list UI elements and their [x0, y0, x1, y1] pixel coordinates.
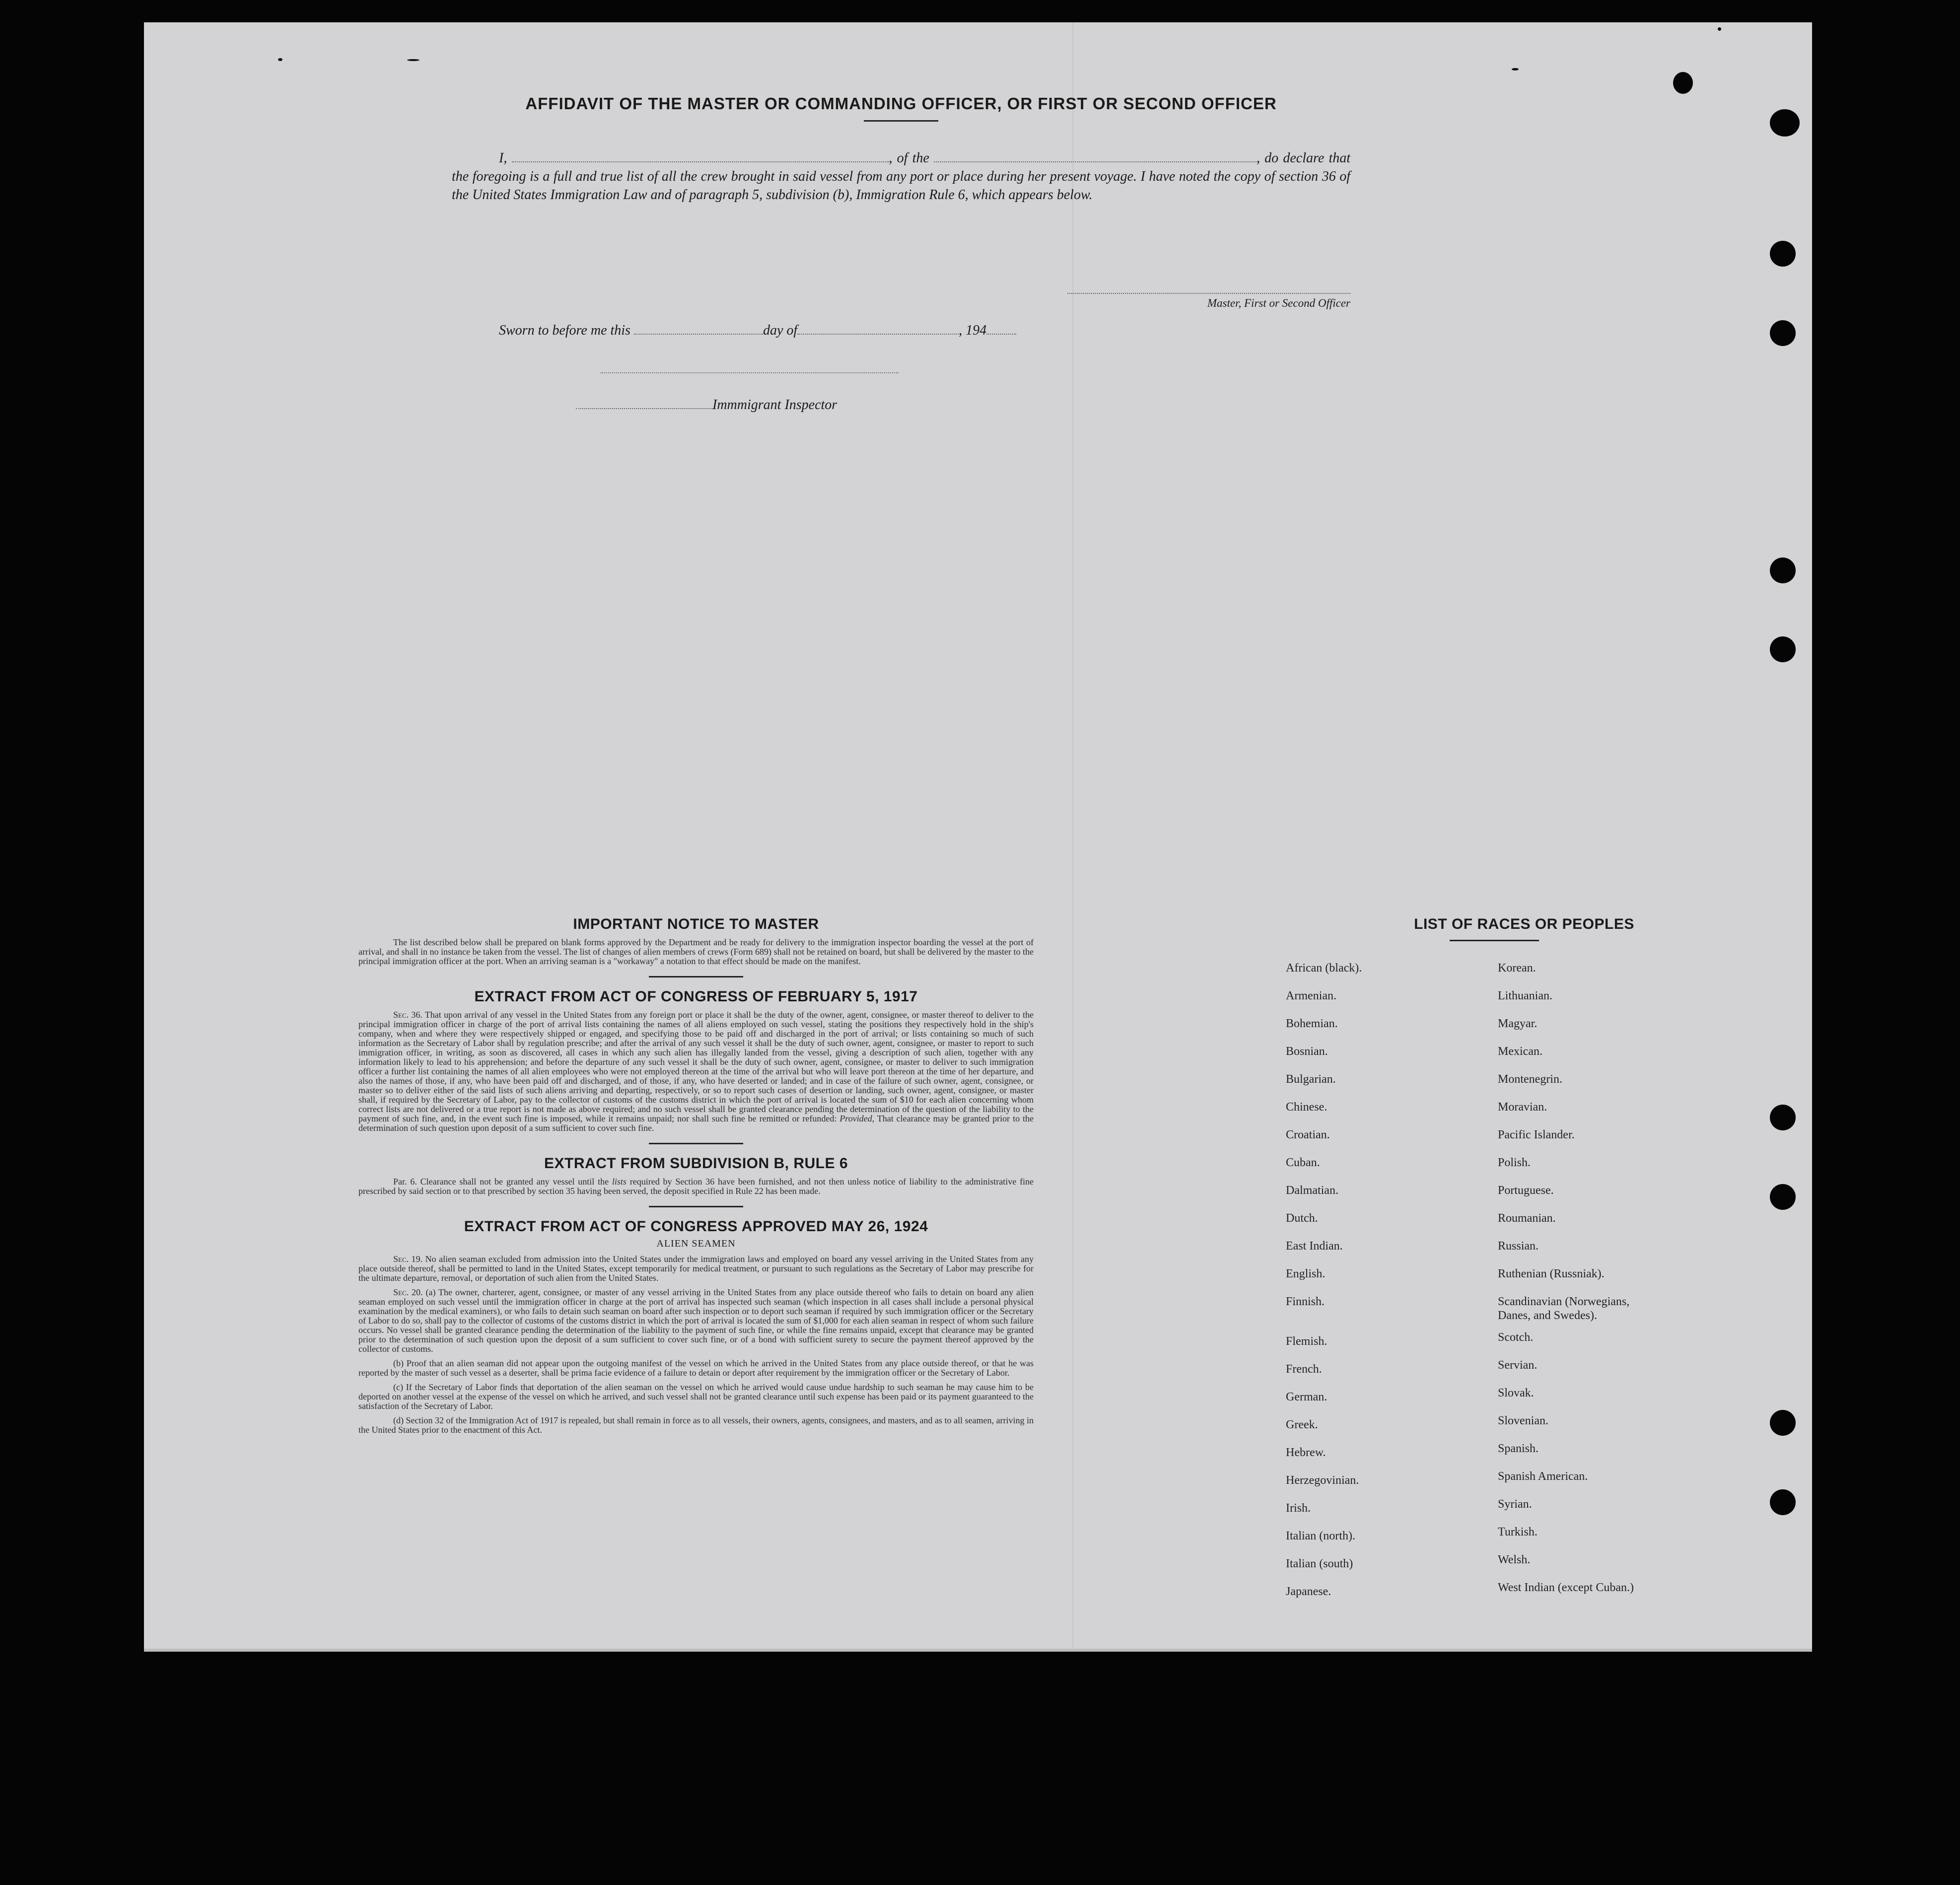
extract-1924-title: EXTRACT FROM ACT OF CONGRESS APPROVED MAY 26, 1924 [464, 1218, 928, 1235]
master-signature-block [1067, 293, 1350, 310]
sworn-year-field[interactable] [986, 325, 1016, 335]
race-item: Italian (south) [1286, 1557, 1353, 1570]
race-item: West Indian (except Cuban.) [1498, 1581, 1634, 1594]
race-item: Flemish. [1286, 1335, 1328, 1348]
race-item: Spanish. [1498, 1442, 1539, 1455]
race-item: Irish. [1286, 1502, 1311, 1515]
punch-hole [1770, 320, 1796, 346]
extract-rule6-text [358, 1177, 1034, 1196]
race-item: Bosnian. [1286, 1045, 1328, 1058]
punch-hole [1770, 1489, 1796, 1515]
affidavit-section [452, 94, 1350, 413]
declaration-paragraph [452, 149, 1350, 204]
race-item: Montenegrin. [1498, 1073, 1562, 1086]
race-item: Herzegovinian. [1286, 1474, 1359, 1487]
ink-speck [1718, 27, 1721, 31]
race-item: Finnish. [1286, 1295, 1325, 1308]
of-the-label: , of the [889, 150, 929, 166]
proviso-label: Provided, [840, 1114, 875, 1123]
race-item: Italian (north). [1286, 1530, 1355, 1542]
races-right-column [1498, 961, 1706, 1608]
section-separator [649, 1143, 743, 1144]
sec-19-body: No alien seaman excluded from admission into the United States under the immigration laws and employed on board any vessel arriving in the United States from any place outside thereof, shall be permitted to land in the United States, except temporarily for medical treatment, or pursuant to such regulations as the Secretary of Labor may prescribe for the ultimate departure, removal, or deportation of such alien from the United States. [358, 1254, 1034, 1283]
sworn-month-field[interactable] [797, 325, 959, 335]
race-item: Mexican. [1498, 1045, 1542, 1058]
affidavit-title: AFFIDAVIT OF THE MASTER OR COMMANDING OFFICER, OR FIRST OR SECOND OFFICER [525, 94, 1277, 113]
title-rule [1450, 940, 1539, 941]
race-item: Portuguese. [1498, 1184, 1554, 1197]
race-item: Turkish. [1498, 1526, 1538, 1538]
punch-hole [1770, 1410, 1796, 1436]
inspector-line [576, 397, 837, 413]
name-blank-field[interactable] [512, 152, 889, 162]
notice-column [358, 916, 1034, 1435]
sec-20b-text: (b) Proof that an alien seaman did not appear upon the outgoing manifest of the vessel on which he arrived in the United States from any place outside thereof, or that he was reported by the master of such vessel as a deserter, shall be prima facie evidence of a failure to detain or deport after requirement by the immigration officer or the Secretary of Labor. [358, 1358, 1034, 1378]
master-signature-field[interactable] [1067, 293, 1350, 294]
sworn-label: Sworn to before me this [499, 323, 630, 338]
day-of-label: day of [763, 323, 798, 338]
ink-speck [278, 58, 282, 61]
title-rule [864, 120, 938, 122]
do-declare-label: , do declare [1257, 150, 1325, 166]
race-item: Pacific Islander. [1498, 1128, 1575, 1141]
races-left-column [1286, 961, 1494, 1612]
race-item: Slovenian. [1498, 1414, 1548, 1427]
race-item: Lithuanian. [1498, 989, 1552, 1002]
race-item: French. [1286, 1363, 1322, 1376]
year-label: , 194 [959, 323, 987, 338]
race-item: Scotch. [1498, 1331, 1534, 1344]
of-the-blank-field[interactable] [934, 152, 1257, 162]
page-edge [144, 1649, 1812, 1652]
inspector-signature-field[interactable] [601, 372, 899, 373]
race-item: Ruthenian (Russniak). [1498, 1267, 1605, 1280]
race-item: Magyar. [1498, 1017, 1538, 1030]
race-item: Cuban. [1286, 1156, 1320, 1169]
extract-1917-text [358, 1010, 1034, 1133]
race-item: Dutch. [1286, 1212, 1318, 1225]
extract-rule6-title: EXTRACT FROM SUBDIVISION B, RULE 6 [544, 1155, 848, 1172]
rule6-text-after: required by Section 36 have been furnished, and not then unless notice of liability to the administrative fine prescribed by said section or to that prescribed by section 35 having been served, the deposit specified in Rule 22 has been made. [358, 1177, 1034, 1196]
sec-20a-body: (a) The owner, charterer, agent, consignee, or master of any vessel arriving in the United States from any place outside thereof who fails to detain on board any alien seaman employed on such vessel until the immigration officer in charge at the port of arrival has inspected such seaman (which inspection in all cases shall include a personal physical examination by the medical examiners), or who fails to detain such seaman on board after such inspection or to deport such seaman if required by such immigration officer or the Secretary of Labor to do so, shall pay to the collector of customs of the customs district in which the port of arrival is located the sum of $1,000 for each alien seaman in respect of whom such failure occurs. No vessel shall be granted clearance pending the determination of the liability to the payment of such fine, or while the fine remains unpaid, except that clearance may be granted prior to the determination of such question upon the deposit of a sum sufficient to cover such fine, or of a bond with sufficient surety to secure the payment thereof approved by the collector of customs. [358, 1287, 1034, 1354]
race-item: English. [1286, 1267, 1326, 1280]
punch-hole [1770, 241, 1796, 267]
notice-text: The list described below shall be prepared on blank forms approved by the Department and be ready for delivery to the immigration inspector boarding the vessel at the port of arrival, and shall in no instance be taken from the vessel. The list of changes of alien members of crews (Form 689) shall not be retained on board, but shall be delivered by the master to the principal immigration officer at the port. When an arriving seaman is a "workaway" a notation to that effect should be made on the manifest. [358, 937, 1034, 966]
extract-1917-title: EXTRACT FROM ACT OF CONGRESS OF FEBRUARY 5, 1917 [474, 988, 918, 1005]
i-label: I, [499, 150, 507, 166]
race-item: Servian. [1498, 1359, 1538, 1372]
sworn-line [499, 323, 1016, 339]
race-item: Roumanian. [1498, 1212, 1556, 1225]
race-item: Spanish American. [1498, 1470, 1588, 1483]
proviso-text: That clearance may be granted prior to the determination of such question upon deposit of a sum sufficient to cover such fine. [358, 1114, 1034, 1133]
sec-20c-text: (c) If the Secretary of Labor finds that deportation of the alien seaman on the vessel on which he arrived would cause undue hardship to such seaman he may cause him to be deported on another vessel at the expense of the vessel on which he arrived, and such vessel shall not be granted clearance until such expense has been paid or its payment guaranteed to the satisfaction of the Secretary of Labor. [358, 1382, 1034, 1411]
notice-title: IMPORTANT NOTICE TO MASTER [573, 916, 819, 932]
race-item: East Indian. [1286, 1240, 1343, 1253]
sworn-day-field[interactable] [634, 325, 763, 335]
inspector-name-field[interactable] [576, 399, 712, 409]
declaration-text: that the foregoing is a full and true list of all the crew brought in said vessel from any port or place during her present voyage. I have noted the copy of section 36 of the United States Immigration Law and of paragraph 5, subdivision (b), Immigration Rule 6, which appears below. [452, 150, 1350, 203]
ink-speck [407, 59, 420, 61]
master-signature-label: Master, First or Second Officer [1207, 297, 1350, 309]
race-item: Korean. [1498, 962, 1536, 975]
race-item: Croatian. [1286, 1128, 1330, 1141]
race-item: African (black). [1286, 962, 1362, 975]
document-page [144, 22, 1812, 1652]
race-item: Polish. [1498, 1156, 1531, 1169]
race-item: Dalmatian. [1286, 1184, 1338, 1197]
races-list-section [1281, 916, 1728, 1598]
race-item: Welsh. [1498, 1553, 1531, 1566]
punch-hole [1770, 1105, 1796, 1130]
sec-20-label: Sec. 20. [393, 1287, 423, 1297]
sec-20a-text [358, 1288, 1034, 1354]
race-item: Hebrew. [1286, 1446, 1326, 1459]
rule6-lists-word: lists [612, 1177, 627, 1187]
race-item: Bulgarian. [1286, 1073, 1336, 1086]
section-separator [649, 976, 743, 977]
race-item: Russian. [1498, 1240, 1539, 1253]
race-item: Slovak. [1498, 1387, 1534, 1399]
sec-19-text [358, 1255, 1034, 1283]
race-item: German. [1286, 1391, 1328, 1403]
race-item: Bohemian. [1286, 1017, 1338, 1030]
race-item: Moravian. [1498, 1101, 1547, 1114]
races-title: LIST OF RACES OR PEOPLES [1414, 916, 1634, 932]
sec-19-label: Sec. 19. [393, 1254, 423, 1264]
punch-hole [1770, 1184, 1796, 1210]
race-item: Armenian. [1286, 989, 1336, 1002]
page-fold [1072, 22, 1073, 1652]
race-item: Chinese. [1286, 1101, 1328, 1114]
punch-hole [1673, 72, 1693, 94]
race-item: Scandinavian (Norwegians, Danes, and Swedes). [1498, 1295, 1630, 1322]
alien-seamen-subtitle: ALIEN SEAMEN [656, 1238, 736, 1249]
ink-speck [1512, 68, 1519, 70]
punch-hole [1770, 109, 1800, 137]
inspector-label: Immmigrant Inspector [712, 397, 838, 413]
race-item: Japanese. [1286, 1585, 1331, 1598]
race-item: Syrian. [1498, 1498, 1532, 1511]
section-separator [649, 1206, 743, 1207]
punch-hole [1770, 636, 1796, 662]
rule6-text-before: Par. 6. Clearance shall not be granted any vessel until the [393, 1177, 609, 1187]
sec-20d-text: (d) Section 32 of the Immigration Act of 1917 is repealed, but shall remain in force as to all vessels, their owners, agents, consignees, and masters, and as to all seamen, arriving in the United States prior to the enactment of this Act. [358, 1415, 1034, 1435]
section-label: Sec. 36. [393, 1010, 422, 1020]
section-36-text: That upon arrival of any vessel in the United States from any foreign port or place it shall be the duty of the owner, agent, consignee, or master thereof to deliver to the principal immigration officer in charge of the port of arrival lists containing the names of all aliens employed on such vessel, stating the positions they respectively hold in the ship's company, when and where they were respectively shipped or engaged, and specifying those to be paid off and discharged in the port of arrival; or lists containing so much of such information as the Secretary of Labor shall by regulation prescribe; and after the arrival of any such vessel it shall be the duty of such owner, agent, consignee, or master to report to such immigration officer, in writing, as soon as discovered, all cases in which any such alien has illegally landed from the vessel, giving a description of such alien, together with any information likely to lead to his apprehension; and before the departure of any such vessel it shall be the duty of such owner, agent, consignee, or master to deliver to such immigration officer a further list containing the names of all alien employees who were not employed thereon at the time of the arrival but who will leave port thereon at the time of her departure, and also the names of those, if any, who have been paid off and discharged, and of those, if any, who have deserted or landed; and in case of the failure of such owner, agent, consignee, or master so to deliver either of the said lists of such aliens arriving and departing, respectively, or so to report such cases of desertion or landing, such owner, agent, consignee, or master shall, if required by the Secretary of Labor, pay to the collector of customs of the customs district in which the port of arrival is located the sum of $10 for each alien concerning whom correct lists are not delivered or a true report is not made as above required; and no such vessel shall be granted clearance pending the determination of the question of the liability to the payment of such fine, and, in the event such fine is imposed, while it remains unpaid; nor shall such fine be remitted or refunded: [358, 1010, 1034, 1123]
punch-hole [1770, 558, 1796, 583]
race-item: Greek. [1286, 1418, 1318, 1431]
